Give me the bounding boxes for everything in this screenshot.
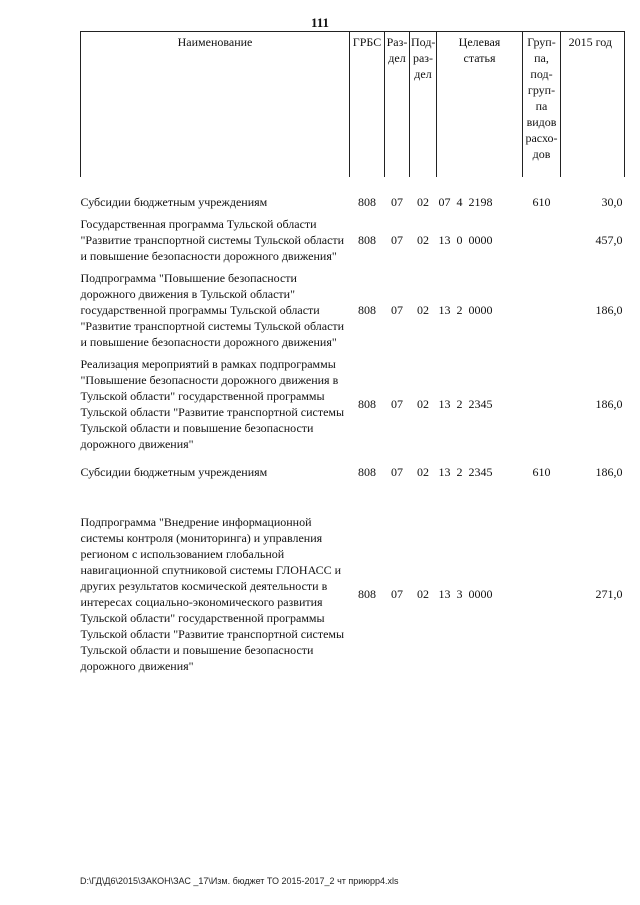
header-subsection: Под- раз- дел [410,32,437,177]
row-amount: 271,0 [595,586,623,601]
row-amount: 457,0 [595,232,623,247]
row-target: 13 0 0000 [438,232,493,247]
header-name: Наименование [81,32,350,177]
row-name: Субсидии бюджетным учреждениям [80,194,268,209]
row-subsection: 02 [417,302,429,317]
row-subsection: 02 [417,194,429,209]
header-amount: 2015 год [561,32,625,177]
row-amount: 186,0 [595,396,623,411]
row-group [523,267,561,353]
table-row [81,511,625,677]
budget-table [80,31,625,677]
row-subsection: 02 [417,586,429,601]
row-group [523,511,561,677]
page-number: 111 [310,15,330,30]
row-subsection: 02 [417,396,429,411]
header-target: Целевая статья [437,32,523,177]
row-grbs: 808 [358,464,376,479]
row-group: 610 [532,194,551,209]
row-section: 07 [391,302,403,317]
row-group [523,213,561,267]
row-name: Подпрограмма "Внедрение информационной системы контроля (мониторинга) и управления регионом с использованием глобальной навигационной спутниковой системы ГЛОНАСС и других результатов космической деятельности в интересах социально-экономического развития Тульской области" государственной программы Тульской области "Развитие транспортной системы Тульской области и повышение безопасности дорожного движения" [80,514,345,673]
row-group: 610 [532,464,551,479]
row-target: 13 3 0000 [438,586,493,601]
header-grbs: ГРБС [350,32,385,177]
row-amount: 186,0 [595,302,623,317]
footer-file-path: D:\ГД\Д6\2015\ЗАКОН\ЗАС _17\Изм. бюджет ТО 2015-2017_2 чт приюрр4.xls [80,876,399,886]
row-section: 07 [391,586,403,601]
row-target: 13 2 2345 [438,396,493,411]
row-target: 13 2 0000 [438,302,493,317]
row-name: Реализация мероприятий в рамках подпрограммы "Повышение безопасности дорожного движения в Тульской области" государственной программы Тульской области "Развитие транспортной системы Тульской области и повышение безопасности дорожного движения" [80,356,345,451]
row-grbs: 808 [358,396,376,411]
table-row [81,353,625,455]
table-row [81,461,625,483]
header-group: Груп- па, под- груп- па видов расхо- дов [523,32,561,177]
table-header-row [81,32,625,177]
row-grbs: 808 [358,302,376,317]
row-section: 07 [391,464,403,479]
row-group [523,353,561,455]
row-subsection: 02 [417,232,429,247]
row-amount: 186,0 [595,464,623,479]
row-section: 07 [391,194,403,209]
table-row [81,267,625,353]
row-grbs: 808 [358,194,376,209]
row-section: 07 [391,396,403,411]
header-section: Раз- дел [385,32,410,177]
table-row [81,191,625,213]
row-target: 07 4 2198 [438,194,493,209]
row-name: Подпрограмма "Повышение безопасности дорожного движения в Тульской области" государственной программы Тульской области "Развитие транспортной системы Тульской области и повышение безопасности дорожного движения" [80,270,345,349]
row-target: 13 2 2345 [438,464,493,479]
row-grbs: 808 [358,586,376,601]
row-grbs: 808 [358,232,376,247]
row-amount: 30,0 [601,194,623,209]
row-subsection: 02 [417,464,429,479]
row-name: Государственная программа Тульской области "Развитие транспортной системы Тульской области и повышение безопасности дорожного движения" [80,216,345,263]
row-section: 07 [391,232,403,247]
row-name: Субсидии бюджетным учреждениям [80,464,268,479]
table-row [81,213,625,267]
